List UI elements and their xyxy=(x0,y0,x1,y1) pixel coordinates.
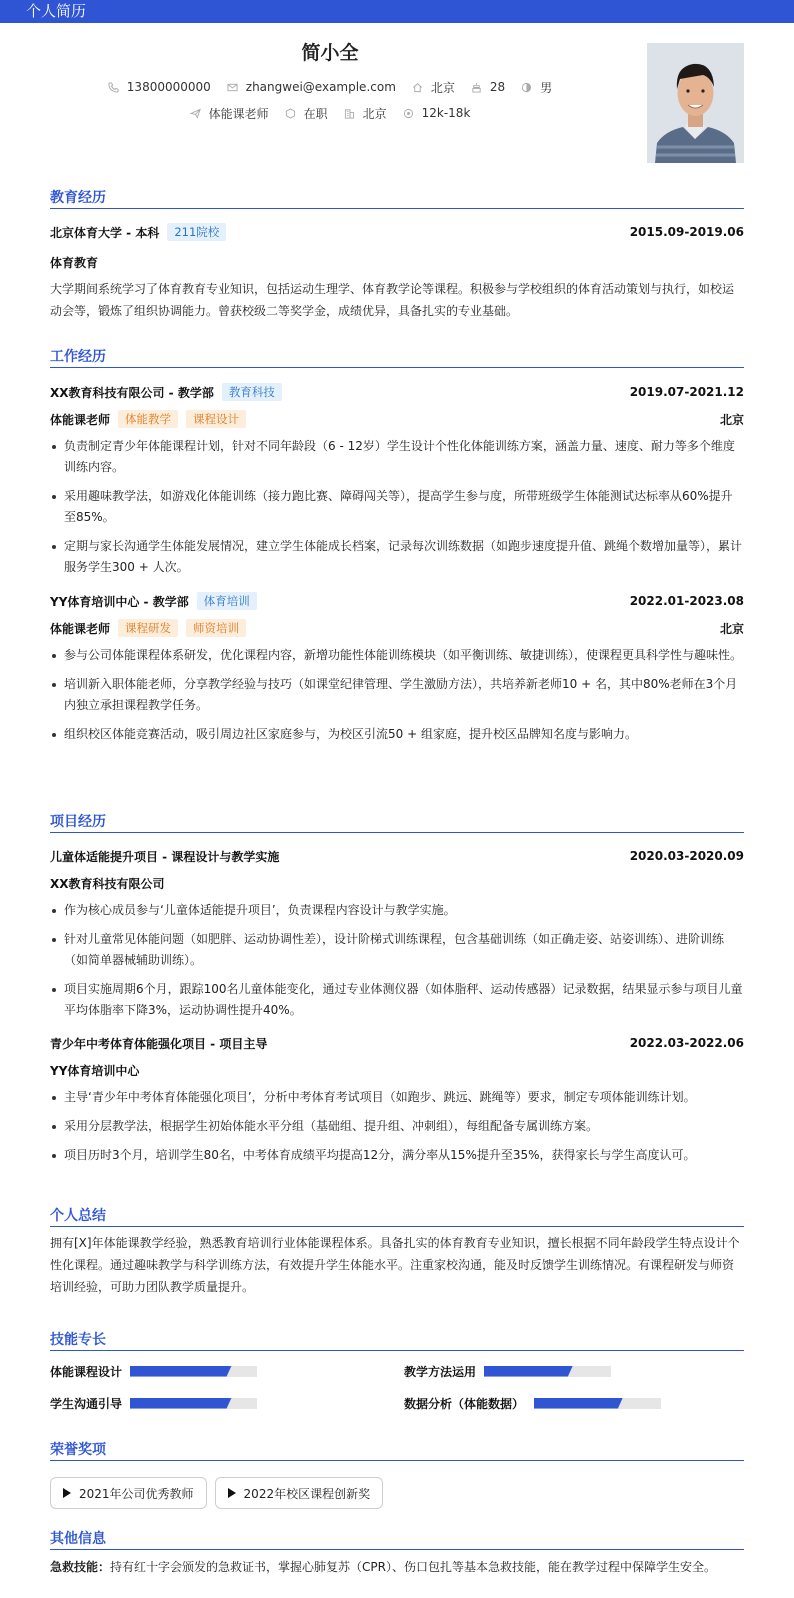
play-icon xyxy=(63,1488,71,1498)
role-tag: 课程设计 xyxy=(186,410,246,428)
list-item: 采用分层教学法，根据学生初始体能水平分组（基础组、提升组、冲刺组），每组配备专属训练方案。 xyxy=(50,1116,744,1137)
role-tag: 课程研发 xyxy=(118,619,178,637)
skill-bar xyxy=(130,1366,257,1377)
skill-item xyxy=(50,1361,404,1381)
skills-title: 技能专长 xyxy=(50,1329,744,1351)
other-desc: 持有红十字会颁发的急救证书，掌握心肺复苏（CPR）、伤口包扎等基本急救技能，能在教学过程中保障学生安全。 xyxy=(110,1560,716,1574)
education-date: 2015.09-2019.06 xyxy=(629,225,744,239)
project-name: 青少年中考体育体能强化项目 - 项目主导 xyxy=(50,1036,268,1051)
skill-bar-fill xyxy=(130,1366,232,1377)
work-title: 工作经历 xyxy=(50,346,744,368)
summary-text: 拥有[X]年体能课教学经验，熟悉教育培训行业体能课程体系。具备扎实的体育教育专业知识，擅长根据不同年龄段学生特点设计个性化课程。通过趣味教学与科学训练方法，有效提升学生体能水平。注重家校沟通，能及时反馈学生训练情况。有课程研发与师资培训经验，可助力团队教学质量提升。 xyxy=(50,1236,740,1294)
status-icon xyxy=(285,108,296,119)
project-row xyxy=(50,1032,744,1054)
skill-bar-fill xyxy=(534,1398,623,1409)
phone-icon xyxy=(108,82,119,93)
education-desc: 大学期间系统学习了体育教育专业知识，包括运动生理学、体育教学论等课程。积极参与学校组织的体育活动策划与执行，如校运动会等，锻炼了组织协调能力。曾获校级二等奖学金，成绩优异，具备扎实的专业基础。 xyxy=(50,282,735,318)
skill-bar xyxy=(484,1366,611,1377)
other-section xyxy=(50,1528,744,1578)
other-label: 急救技能： xyxy=(50,1560,111,1574)
project-org-row xyxy=(50,872,744,894)
award-item: 2021年公司优秀教师 xyxy=(50,1477,207,1509)
age-item: 28 xyxy=(471,80,505,94)
school-tag: 211院校 xyxy=(167,223,226,241)
gender-icon xyxy=(521,82,532,93)
list-item: 负责制定青少年体能课程计划，针对不同年龄段（6 - 12岁）学生设计个性化体能训练方案，涵盖力量、速度、耐力等多个维度训练内容。 xyxy=(50,436,744,478)
status-item: 在职 xyxy=(285,105,328,122)
skills-section xyxy=(50,1329,744,1413)
education-row xyxy=(50,221,744,243)
project-entry xyxy=(50,845,744,1021)
honors-section xyxy=(50,1439,744,1509)
project-row xyxy=(50,845,744,867)
list-item: 定期与家长沟通学生体能发展情况，建立学生体能成长档案，记录每次训练数据（如跑步速度提升值、跳绳个数增加量等），累计服务学生300 + 人次。 xyxy=(50,536,744,578)
list-item: 主导‘青少年中考体育体能强化项目’，分析中考体育考试项目（如跑步、跳远、跳绳等）要求，制定专项体能训练计划。 xyxy=(50,1087,744,1108)
project-org: YY体育培训中心 xyxy=(50,1063,140,1078)
skill-item xyxy=(50,1393,404,1413)
location-item: 北京 xyxy=(412,79,455,96)
email-item: zhangwei@example.com xyxy=(227,80,396,94)
job-intent-row xyxy=(50,100,610,126)
role-tag: 体能教学 xyxy=(118,410,178,428)
projects-title: 项目经历 xyxy=(50,811,744,833)
project-bullets xyxy=(50,900,744,1021)
list-item: 作为核心成员参与‘儿童体适能提升项目’，负责课程内容设计与教学实施。 xyxy=(50,900,744,921)
skill-label: 体能课程设计 xyxy=(50,1364,123,1379)
honors-title: 荣誉奖项 xyxy=(50,1439,744,1461)
skill-label: 教学方法运用 xyxy=(404,1364,477,1379)
skill-bar xyxy=(534,1398,661,1409)
project-date: 2020.03-2020.09 xyxy=(629,849,744,863)
salary-icon xyxy=(403,108,414,119)
skill-bar xyxy=(130,1398,257,1409)
project-name: 儿童体适能提升项目 - 课程设计与教学实施 xyxy=(50,849,280,864)
major-row xyxy=(50,251,744,273)
project-entry xyxy=(50,1032,744,1166)
job-city: 北京 xyxy=(719,621,744,636)
company-tag: 教育科技 xyxy=(222,383,282,401)
role-row xyxy=(50,408,744,430)
contact-row xyxy=(50,74,610,100)
job-date: 2019.07-2021.12 xyxy=(629,385,744,399)
role-name: 体能课老师 xyxy=(50,412,111,427)
profile-photo xyxy=(647,43,744,163)
job-date: 2022.01-2023.08 xyxy=(629,594,744,608)
candidate-name: 简小全 xyxy=(301,42,359,64)
mail-icon xyxy=(227,82,238,93)
role-row xyxy=(50,617,744,639)
list-item: 组织校区体能竞赛活动，吸引周边社区家庭参与，为校区引流50 + 组家庭，提升校区品牌知名度与影响力。 xyxy=(50,724,744,745)
company-row xyxy=(50,381,744,403)
summary-title: 个人总结 xyxy=(50,1205,744,1227)
skill-bar-fill xyxy=(130,1398,232,1409)
work-city-item: 北京 xyxy=(344,105,387,122)
resume-header xyxy=(50,38,610,126)
awards-list xyxy=(50,1477,744,1509)
project-bullets xyxy=(50,1087,744,1166)
skill-label: 数据分析（体能数据） xyxy=(404,1396,525,1411)
building-icon xyxy=(344,108,355,119)
position-item: 体能课老师 xyxy=(190,105,269,122)
education-title: 教育经历 xyxy=(50,187,744,209)
list-item: 项目历时3个月，培训学生80名，中考体育成绩平均提高12分，满分率从15%提升至35%，获得家长与学生高度认可。 xyxy=(50,1145,744,1166)
top-title-bar: 个人简历 xyxy=(0,0,794,23)
home-icon xyxy=(412,82,423,93)
phone-item: 13800000000 xyxy=(108,80,211,94)
company-name: XX教育科技有限公司 - 教学部 xyxy=(50,385,214,400)
award-item: 2022年校区课程创新奖 xyxy=(215,1477,384,1509)
education-section xyxy=(50,187,744,322)
other-title: 其他信息 xyxy=(50,1528,744,1550)
list-item: 采用趣味教学法，如游戏化体能训练（接力跑比赛、障碍闯关等），提高学生参与度，所带班级学生体能测试达标率从60%提升至85%。 xyxy=(50,486,744,528)
job-entry xyxy=(50,381,744,578)
skill-item xyxy=(404,1393,744,1413)
project-org: XX教育科技有限公司 xyxy=(50,876,165,891)
list-item: 培训新入职体能老师，分享教学经验与技巧（如课堂纪律管理、学生激励方法），共培养新老师10 + 名，其中80%老师在3个月内独立承担课程教学任务。 xyxy=(50,674,744,716)
major-name: 体育教育 xyxy=(50,255,99,270)
company-tag: 体育培训 xyxy=(197,592,257,610)
company-name: YY体育培训中心 - 教学部 xyxy=(50,594,189,609)
list-item: 项目实施周期6个月，跟踪100名儿童体能变化，通过专业体测仪器（如体脂秤、运动传感器）记录数据，结果显示参与项目儿童平均体脂率下降3%，运动协调性提升40%。 xyxy=(50,979,744,1021)
job-bullets xyxy=(50,645,744,745)
skill-bar-fill xyxy=(484,1366,573,1377)
skill-item xyxy=(404,1361,744,1381)
skill-label: 学生沟通引导 xyxy=(50,1396,123,1411)
projects-section xyxy=(50,811,744,1174)
summary-section xyxy=(50,1205,744,1298)
job-city: 北京 xyxy=(719,412,744,427)
role-tag: 师资培训 xyxy=(186,619,246,637)
company-row xyxy=(50,590,744,612)
list-item: 针对儿童常见体能问题（如肥胖、运动协调性差），设计阶梯式训练课程，包含基础训练（如正确走姿、站姿训练）、进阶训练（如简单器械辅助训练）。 xyxy=(50,929,744,971)
school-name: 北京体育大学 - 本科 xyxy=(50,225,160,240)
salary-item: 12k-18k xyxy=(403,106,471,120)
other-text xyxy=(50,1556,744,1578)
role-name: 体能课老师 xyxy=(50,621,111,636)
job-bullets xyxy=(50,436,744,578)
work-section xyxy=(50,346,744,753)
gender-item: 男 xyxy=(521,79,552,96)
send-icon xyxy=(190,108,201,119)
play-icon xyxy=(228,1488,236,1498)
project-org-row xyxy=(50,1059,744,1081)
age-icon xyxy=(471,82,482,93)
project-date: 2022.03-2022.06 xyxy=(629,1036,744,1050)
list-item: 参与公司体能课程体系研发，优化课程内容，新增功能性体能训练模块（如平衡训练、敏捷训练），使课程更具科学性与趣味性。 xyxy=(50,645,744,666)
skills-grid xyxy=(50,1361,744,1413)
job-entry xyxy=(50,590,744,745)
